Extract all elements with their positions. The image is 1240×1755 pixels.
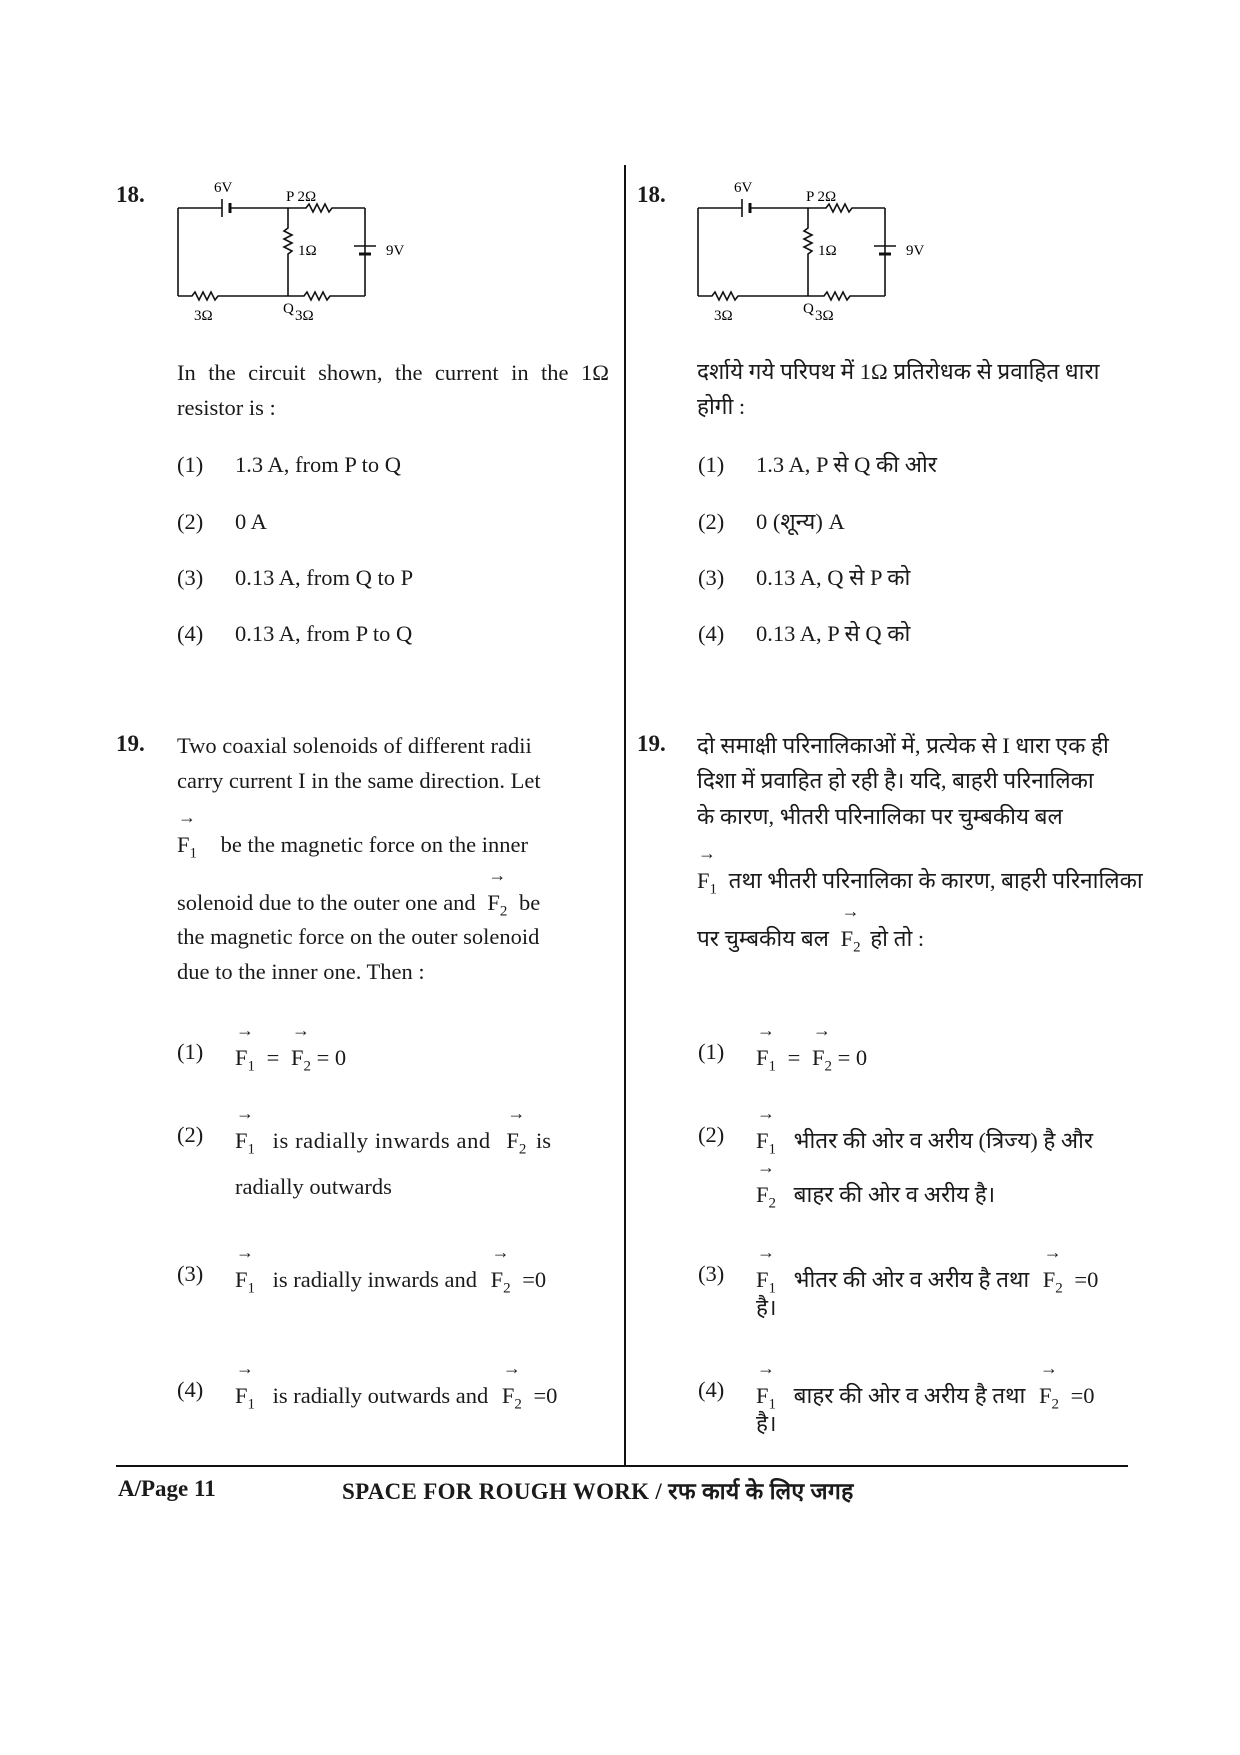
question-number-18-hi: 18.	[637, 182, 666, 207]
battery-6v-label: 6V	[214, 180, 233, 196]
vector-f2: → $F_2$	[491, 1257, 511, 1306]
q19-option-4-cont-hi: है।	[756, 1411, 777, 1436]
node-q-label: Q	[803, 301, 814, 317]
vector-f2: → $F_2$	[506, 1118, 526, 1167]
vector-f2: → $F_2$	[841, 916, 861, 965]
node-q-label: Q	[283, 301, 294, 317]
vector-f1: → $F_1$	[235, 1373, 255, 1422]
battery-9v-label: 9V	[906, 243, 925, 259]
vector-f2: → $F_2$	[1039, 1373, 1059, 1422]
resistor-3ohm-right-label: 3Ω	[815, 308, 834, 324]
vector-f1: → $F_1$	[756, 1118, 776, 1167]
vector-f2: → $F_2$	[756, 1172, 776, 1221]
q19-stem-line-3-en: → $F_1$ be the magnetic force on the inner	[177, 822, 528, 871]
circuit-diagram-hi	[690, 178, 940, 328]
vector-f1: → $F_1$	[235, 1257, 255, 1306]
circuit-diagram-en	[170, 178, 420, 328]
resistor-3ohm-right-label: 3Ω	[295, 308, 314, 324]
vector-f1: → $F_1$	[177, 822, 197, 871]
vector-f2: → $F_2$	[487, 880, 507, 929]
resistor-3ohm-left-label: 3Ω	[714, 308, 733, 324]
resistor-p-2ohm-label: P 2Ω	[806, 189, 837, 205]
q19-stem-line-3-hi: के कारण, भीतरी परिनालिका पर चुम्बकीय बल	[697, 804, 1063, 829]
q19-stem-line-4-hi: → $F_1$ तथा भीतरी परिनालिका के कारण, बाहरी परिनालिका	[697, 858, 1143, 907]
vector-f1: → $F_1$	[756, 1373, 776, 1422]
vector-f1: → $F_1$	[756, 1035, 776, 1084]
question-number-18-en: 18.	[116, 182, 145, 207]
battery-6v-label: 6V	[734, 180, 753, 196]
q19-stem-line-2-en: carry current I in the same direction. Let	[177, 768, 541, 793]
q19-stem-line-1-hi: दो समाक्षी परिनालिकाओं में, प्रत्येक से I धारा एक ही	[697, 733, 1109, 758]
question-18-stem-en: In the circuit shown, the current in the 1Ω resistor is :	[177, 360, 609, 420]
vector-f2: → $F_2$	[1043, 1257, 1063, 1306]
vector-f1: → $F_1$	[697, 858, 717, 907]
question-number-19-hi: 19.	[637, 731, 666, 756]
q19-stem-line-6-en: due to the inner one. Then :	[177, 959, 425, 984]
footer-rule	[116, 1465, 1128, 1467]
q19-stem-line-4-en: solenoid due to the outer one and → $F_2$ be	[177, 880, 540, 929]
question-number-19-en: 19.	[116, 731, 145, 756]
q18-stem-line-2-hi: होगी :	[697, 394, 746, 419]
resistor-p-2ohm-label: P 2Ω	[286, 189, 317, 205]
q18-stem-line-1-hi: दर्शाये गये परिपथ में 1Ω प्रतिरोधक से प्रवाहित धारा	[697, 359, 1100, 384]
q19-option-3-cont-hi: है।	[756, 1295, 777, 1320]
vector-f1: → $F_1$	[235, 1118, 255, 1167]
resistor-1ohm-label: 1Ω	[298, 243, 317, 259]
vector-f2: → $F_2$	[502, 1373, 522, 1422]
vector-f1: → $F_1$	[756, 1257, 776, 1306]
battery-9v-label: 9V	[386, 243, 405, 259]
page-number: A/Page 11	[118, 1476, 216, 1501]
rough-work-label: SPACE FOR ROUGH WORK / रफ कार्य के लिए जगह	[342, 1479, 854, 1504]
q19-stem-line-1-en: Two coaxial solenoids of different radii	[177, 733, 532, 758]
vector-f1: → $F_1$	[235, 1035, 255, 1084]
column-divider	[624, 165, 626, 1465]
q19-stem-line-5-en: the magnetic force on the outer solenoid	[177, 924, 540, 949]
resistor-1ohm-label: 1Ω	[818, 243, 837, 259]
vector-f2: → $F_2$	[291, 1035, 311, 1084]
exam-page: 18. 6V P 2Ω 1Ω 9V 3Ω Q 3Ω In the circuit shown, the current in the 1Ω resistor is : (1) 1.3 A, from P to Q (2) 0 A (3) 0.13 A, from Q to P (4) 0.13 A, from P to Q 19. Two coaxial solenoids of different radii carry current I in the same direction. Let → $F_1$ be the magnetic force on the inner solenoid due to the outer one and → $F_2$ be the magnetic force on the outer solenoid due to the inner one. Then : (1) → $F_1$ = → $F_2 = 0$ (2) → $F_1$ is radially inwards and → $F_2$ is radially outwards (3) → $F_1$ is radially inwards and → $F_2 =0$ (4) → $F_1$ is radially outwards and → $F_2 =0$ 18. 6V P 2Ω 1Ω 9V 3Ω Q 3Ω दर्शाये गये परिपथ में 1Ω प्रतिरोधक से प्रवाहित धारा होगी : (1) 1.3 A, P से Q की ओर (2) 0 (शून्य) A (3) 0.13 A, Q से P को (4) 0.13 A, P से Q को 19. दो समाक्षी परिनालिकाओं में, प्रत्येक से I धारा एक ही दिशा में प्रवाहित हो रही है। यदि, बाहरी परिनालिका के कारण, भीतरी परिनालिका पर चुम्बकीय बल → $F_1$ तथा भीतरी परिनालिका के कारण, बाहरी परिनालिका पर चुम्बकीय बल → $F_2$ हो तो : (1) → $F_1$ = → $F_2 = 0$ (2) → $F_1$ भीतर की ओर व अरीय (त्रिज्य) है और → $F_2$ बाहर की ओर व अरीय है। (3) → $F_1$ भीतर की ओर व अरीय है तथा → $F_2 =0$ है। (4) → $F_1$ बाहर की ओर व अरीय है तथा → $F_2 =0$ है। A/Page 11 SPACE FOR ROUGH WORK / रफ कार्य के लिए जगह	[0, 0, 1240, 1755]
q19-stem-line-5-hi: पर चुम्बकीय बल → $F_2$ हो तो :	[697, 916, 924, 965]
vector-f2: → $F_2$	[812, 1035, 832, 1084]
q19-option-2-cont-hi: → $F_2$ बाहर की ओर व अरीय है।	[756, 1172, 995, 1221]
resistor-3ohm-left-label: 3Ω	[194, 308, 213, 324]
q19-stem-line-2-hi: दिशा में प्रवाहित हो रही है। यदि, बाहरी परिनालिका	[697, 768, 1094, 793]
q19-option-2-cont-en: radially outwards	[235, 1174, 392, 1199]
